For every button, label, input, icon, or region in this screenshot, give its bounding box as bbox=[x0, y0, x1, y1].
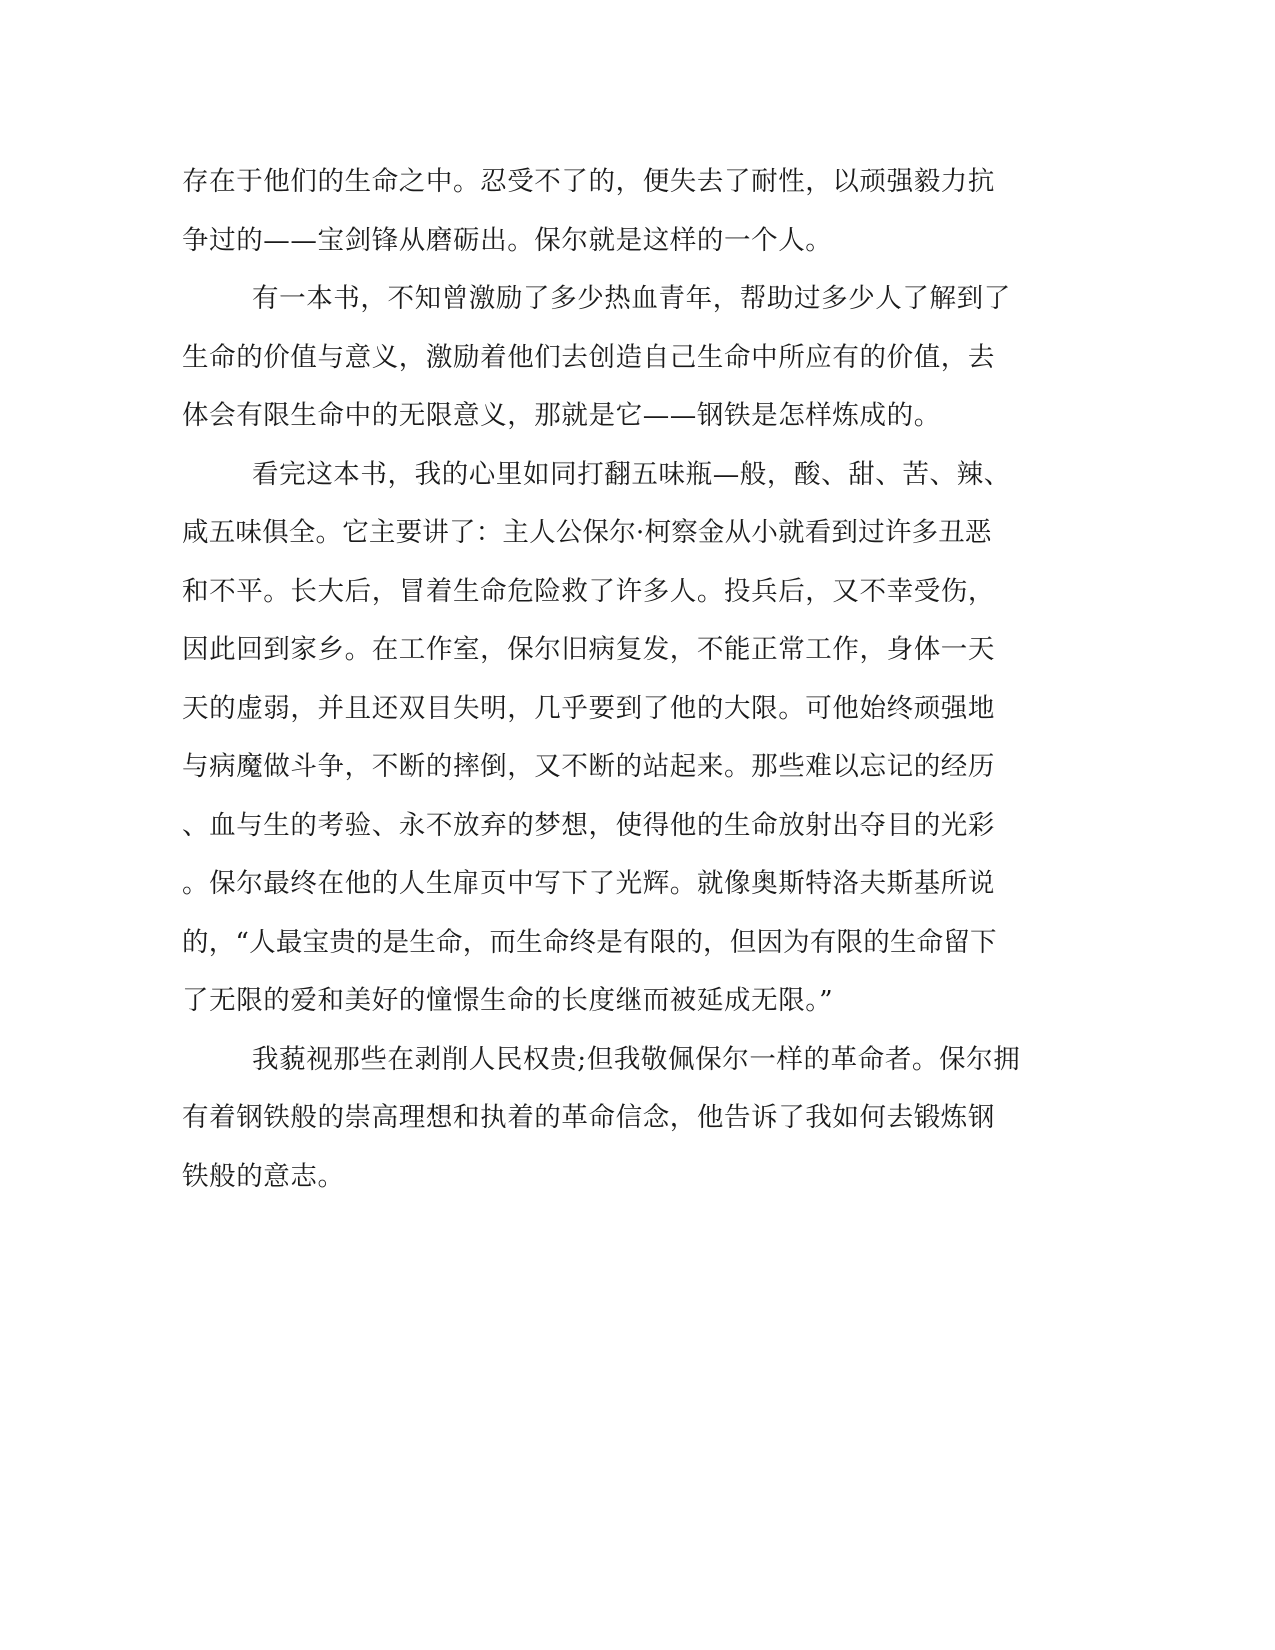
text-line: 天的虚弱，并且还双目失明，几乎要到了他的大限。可他始终顽强地 bbox=[182, 692, 995, 724]
text-line: 争过的——宝剑锋从磨砺出。保尔就是这样的一个人。 bbox=[182, 224, 833, 256]
text-line: 咸五味俱全。它主要讲了：主人公保尔·柯察金从小就看到过许多丑恶 bbox=[182, 517, 992, 548]
text-line: 有一本书，不知曾激励了多少热血青年，帮助过多少人了解到了 bbox=[252, 283, 1011, 314]
paragraph-1 bbox=[182, 158, 1042, 275]
text-line: 看完这本书，我的心里如同打翻五味瓶—般，酸、甜、苦、辣、 bbox=[252, 458, 1011, 490]
paragraph-2 bbox=[182, 275, 1042, 451]
text-line: 的，“人最宝贵的是生命，而生命终是有限的，但因为有限的生命留下 bbox=[182, 926, 997, 958]
text-line: 铁般的意志。 bbox=[182, 1160, 345, 1192]
text-line: 。保尔最终在他的人生扉页中写下了光辉。就像奥斯特洛夫斯基所说 bbox=[182, 868, 995, 899]
text-line: 、血与生的考验、永不放弃的梦想，使得他的生命放射出夺目的光彩 bbox=[182, 809, 995, 841]
text-line: 存在于他们的生命之中。忍受不了的，便失去了耐性，以顽强毅力抗 bbox=[182, 166, 995, 197]
text-line: 和不平。长大后，冒着生命危险救了许多人。投兵后，又不幸受伤， bbox=[182, 575, 995, 607]
paragraph-3 bbox=[182, 451, 1042, 1036]
text-line: 有着钢铁般的崇高理想和执着的革命信念，他告诉了我如何去锻炼钢 bbox=[182, 1102, 995, 1133]
text-line: 我藐视那些在剥削人民权贵;但我敬佩保尔一样的革命者。保尔拥 bbox=[252, 1043, 1021, 1075]
text-line: 生命的价值与意义，激励着他们去创造自己生命中所应有的价值，去 bbox=[182, 341, 995, 373]
text-line: 与病魔做斗争，不断的摔倒，又不断的站起来。那些难以忘记的经历 bbox=[182, 751, 995, 782]
text-line: 体会有限生命中的无限意义，那就是它——钢铁是怎样炼成的。 bbox=[182, 400, 941, 431]
text-line: 了无限的爱和美好的憧憬生命的长度继而被延成无限。” bbox=[182, 985, 834, 1016]
paragraph-4 bbox=[182, 1036, 1042, 1212]
document-body bbox=[182, 158, 1042, 1211]
text-line: 因此回到家乡。在工作室，保尔旧病复发，不能正常工作，身体一天 bbox=[182, 634, 995, 665]
